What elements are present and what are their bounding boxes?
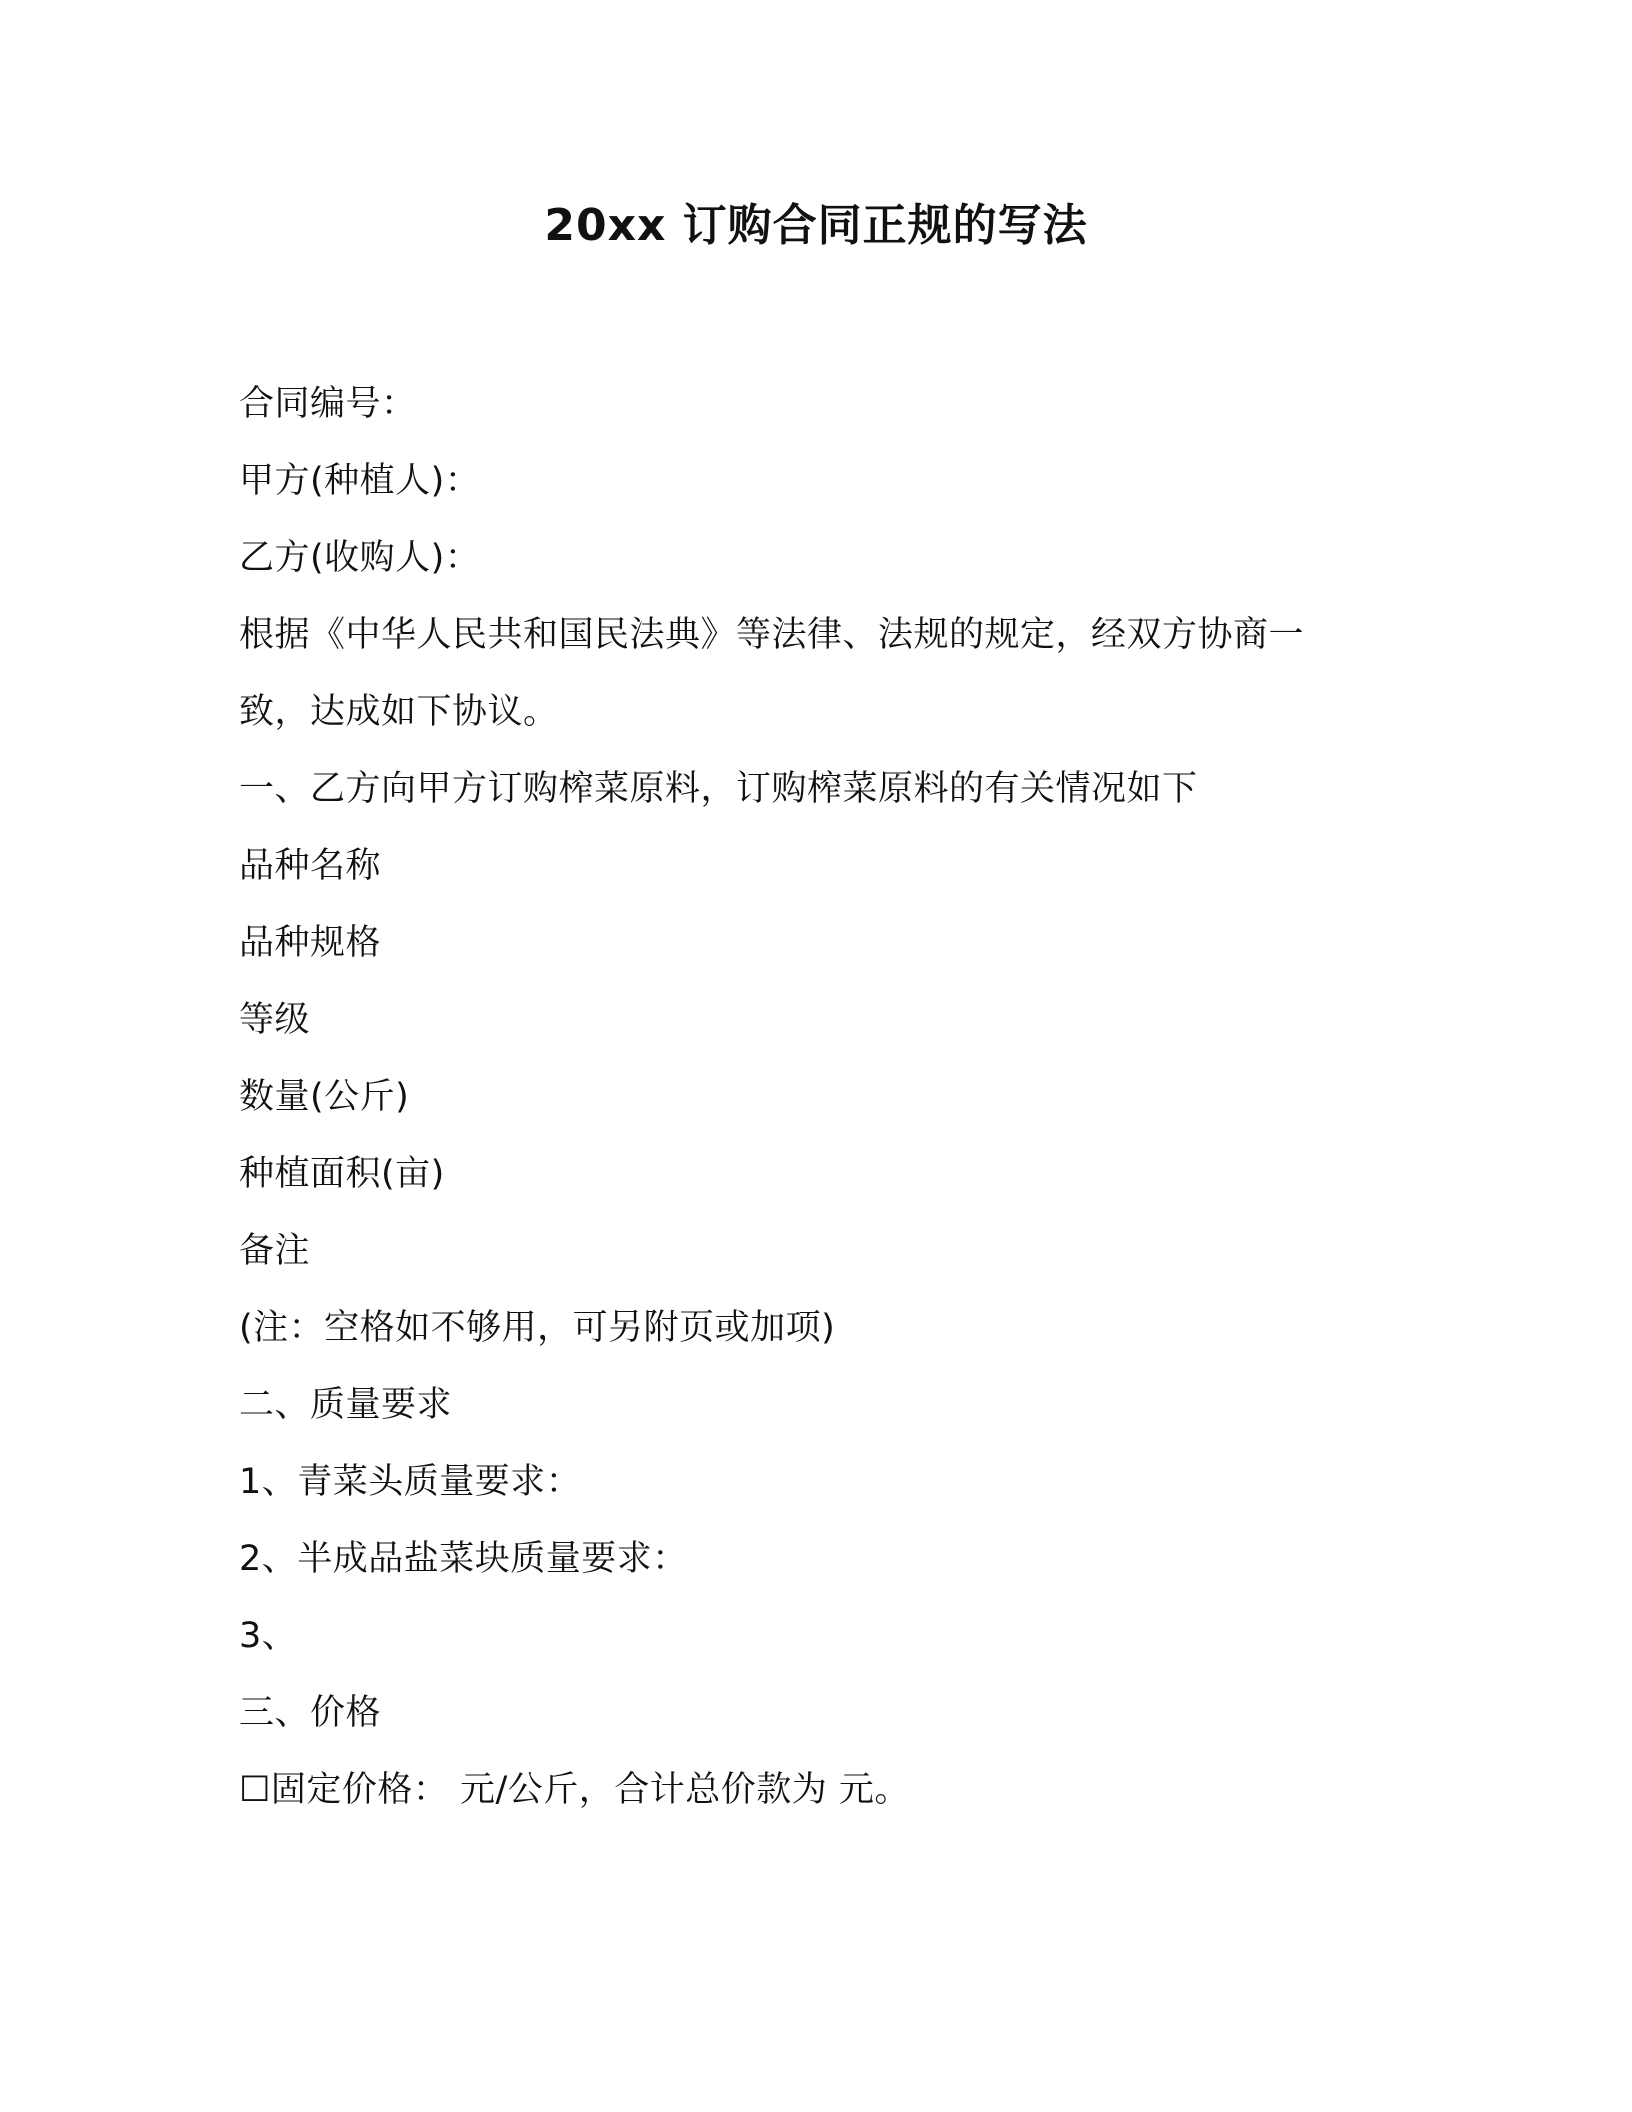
section-1-heading: 一、乙方向甲方订购榨菜原料，订购榨菜原料的有关情况如下 <box>239 769 1198 809</box>
party-a-line: 甲方(种植人)： <box>239 461 481 501</box>
contract-number-line: 合同编号： <box>239 384 417 424</box>
preamble-line-2: 致，达成如下协议。 <box>239 692 559 732</box>
remarks-line: 备注 <box>239 1231 311 1271</box>
preamble-line-1: 根据《中华人民共和国民法典》等法律、法规的规定，经双方协商一 <box>239 615 1305 655</box>
quality-item-2: 2、半成品盐菜块质量要求： <box>239 1539 688 1579</box>
grade-line: 等级 <box>239 1000 311 1040</box>
variety-spec-line: 品种规格 <box>239 923 382 963</box>
quality-item-1: 1、青菜头质量要求： <box>239 1462 582 1502</box>
variety-name-line: 品种名称 <box>239 846 382 886</box>
note-line: (注：空格如不够用，可另附页或加项) <box>239 1308 836 1348</box>
document-title: 20xx 订购合同正规的写法 <box>544 200 1088 251</box>
fixed-price-line: ☐固定价格： 元/公斤，合计总价款为 元。 <box>239 1770 910 1810</box>
section-3-heading: 三、价格 <box>239 1693 382 1733</box>
quantity-line: 数量(公斤) <box>239 1077 410 1117</box>
document-body <box>239 366 1399 1829</box>
quality-item-3: 3、 <box>239 1616 298 1656</box>
party-b-line: 乙方(收购人)： <box>239 538 481 578</box>
planting-area-line: 种植面积(亩) <box>239 1154 445 1194</box>
section-2-heading: 二、质量要求 <box>239 1385 453 1425</box>
